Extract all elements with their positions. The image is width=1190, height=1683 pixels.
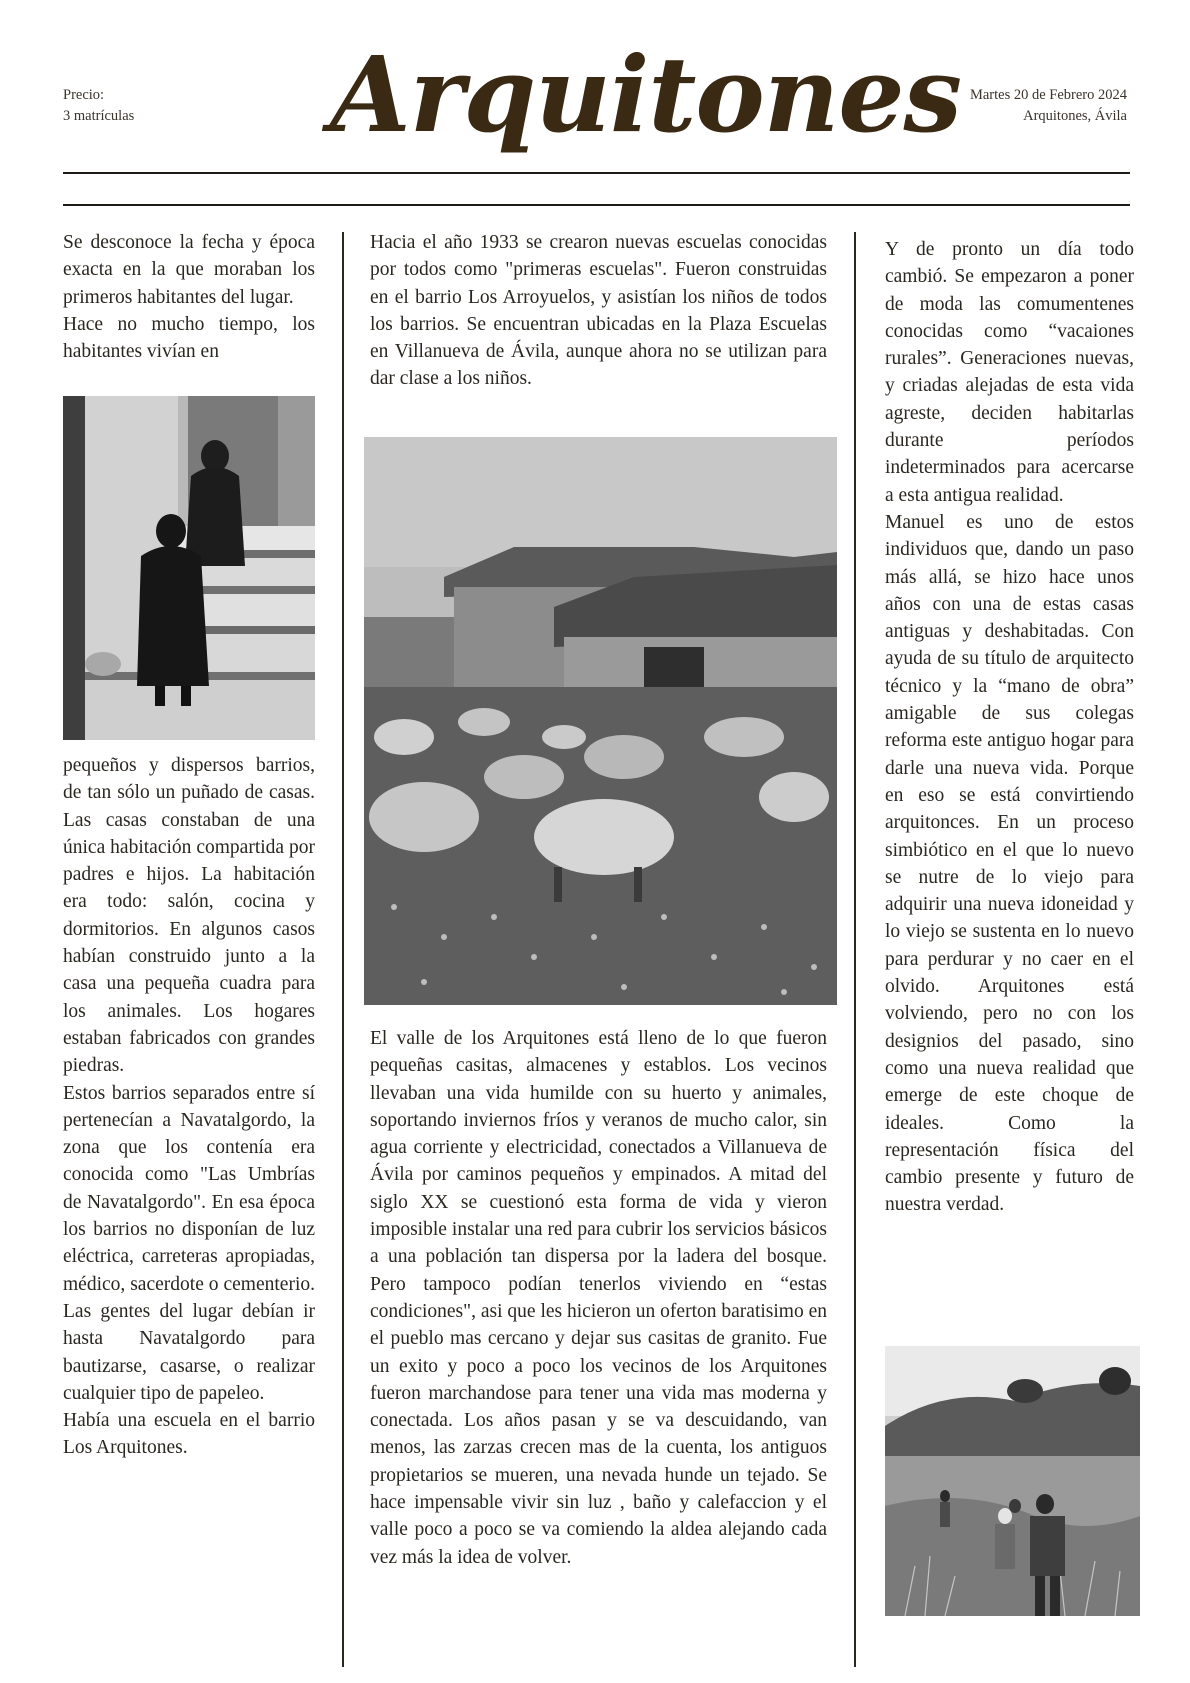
col1-paragraph-2: Hace no mucho tiempo, los habitantes vivían en	[63, 313, 315, 363]
col1-paragraph-3: pequeños y dispersos barrios, de tan sólo un puñado de casas. Las casas constaban de una única habitación compartida por padres e hijos. La habitación era todo: salón, cocina y dormitorios. En algunos casos habían construido junto a la casa una pequeña cuadra para los animales. Los hogares estaban fabricados con grandes piedras.	[63, 755, 315, 1077]
photo-sheep-farmhouse	[364, 437, 837, 1005]
column-1-bottom	[63, 752, 315, 1462]
masthead-rule-bottom	[63, 204, 1130, 206]
photo-hikers-hillside	[885, 1346, 1140, 1616]
column-2-top	[370, 229, 827, 393]
date-block	[970, 85, 1127, 127]
column-2-bottom	[370, 1025, 827, 1571]
issue-date: Martes 20 de Febrero 2024	[969, 87, 1127, 103]
photo-women-on-steps	[63, 396, 315, 740]
price-block	[63, 85, 134, 127]
newspaper-title: Arquitones	[330, 33, 962, 156]
masthead-rule-top	[63, 172, 1130, 174]
col3-paragraph-1: Y de pronto un día todo cambió. Se empezaron a poner de moda las comumentenes conocidas como “vacaiones rurales”. Generaciones nuevas, y criadas alejadas de esta vida agreste, deciden habitarlas durante períodos indeterminados para acercarse a esta antigua realidad.	[885, 239, 1134, 506]
col1-paragraph-1: Se desconoce la fecha y época exacta en la que moraban los primeros habitantes del lugar.	[63, 232, 315, 308]
col2-paragraph-1: Hacia el año 1933 se crearon nuevas escuelas conocidas por todos como "primeras escuelas". Fueron construidas en el barrio Los Arroyuelos, y asistían los niños de todos los barrios. Se encuentran ubicadas en la Plaza Escuelas en Villanueva de Ávila, aunque ahora no se utilizan para dar clase a los niños.	[370, 232, 827, 390]
issue-place: Arquitones, Ávila	[1023, 108, 1127, 124]
col1-paragraph-5: Había una escuela en el barrio Los Arquitones.	[63, 1410, 315, 1459]
col1-paragraph-4: Estos barrios separados entre sí pertenecían a Navatalgordo, la zona que los contenía era conocida como "Las Umbrías de Navatalgordo". En esa época los barrios no disponían de luz eléctrica, carreteras apropiadas, médico, sacerdote o cementerio. Las gentes del lugar debían ir hasta Navatalgordo para bautizarse, casarse, o realizar cualquier tipo de papeleo.	[63, 1082, 315, 1404]
column-1-top	[63, 229, 315, 365]
price-value: 3 matrículas	[63, 108, 135, 124]
col3-paragraph-2: Manuel es uno de estos individuos que, dando un paso más allá, se hizo hace unos años con una de estas casas antiguas y deshabitadas. Con ayuda de su título de arquitecto técnico y la “mano de obra” amigable de sus colegas reforma este antiguo hogar para darle una nueva vida. Porque en eso se está convirtiendo arquitonces. En un proceso simbiótico en el que lo nuevo se nutre de lo viejo para adquirir una nueva idoneidad y lo viejo se sustenta en lo nuevo para perdurar y no caer en el olvido. Arquitones está volviendo, pero no con los designios del pasado, sino como una nueva realidad que emerge de este choque de ideales. Como la representación física del cambio presente y futuro de nuestra verdad.	[885, 511, 1134, 1216]
column-divider-right	[854, 232, 856, 1667]
price-label: Precio:	[63, 87, 105, 103]
col2-paragraph-2: El valle de los Arquitones está lleno de lo que fueron pequeñas casitas, almacenes y establos. Los vecinos llevaban una vida humilde con su huerto y animales, soportando inviernos fríos y veranos de mucho calor, sin agua corriente y electricidad, conectados a Villanueva de Ávila por caminos pequeños y empinados. A mitad del siglo XX se cuestionó esta forma de vida y vieron imposible instalar una red para cubrir los servicios básicos a una población tan dispersa por la ladera del bosque. Pero tampoco podían tenerlos viviendo en “estas condiciones", asi que les hicieron un oferton baratisimo en el pueblo mas cercano y dejar sus casitas de granito. Fue un exito y poco a poco los vecinos de los Arquitones fueron marchandose para tener una vida mas moderna y conectada. Los años pasan y se va descuidando, van menos, las zarzas crecen mas de la cuenta, los antiguos propietarios se mueren, una nevada hunde un tejado. Se hace impensable vivir sin luz , baño y calefaccion y el valle poco a poco se va comiendo la aldea alejando cada vez más la idea de volver.	[370, 1028, 827, 1568]
column-3	[885, 236, 1134, 1219]
column-divider-left	[342, 232, 344, 1667]
